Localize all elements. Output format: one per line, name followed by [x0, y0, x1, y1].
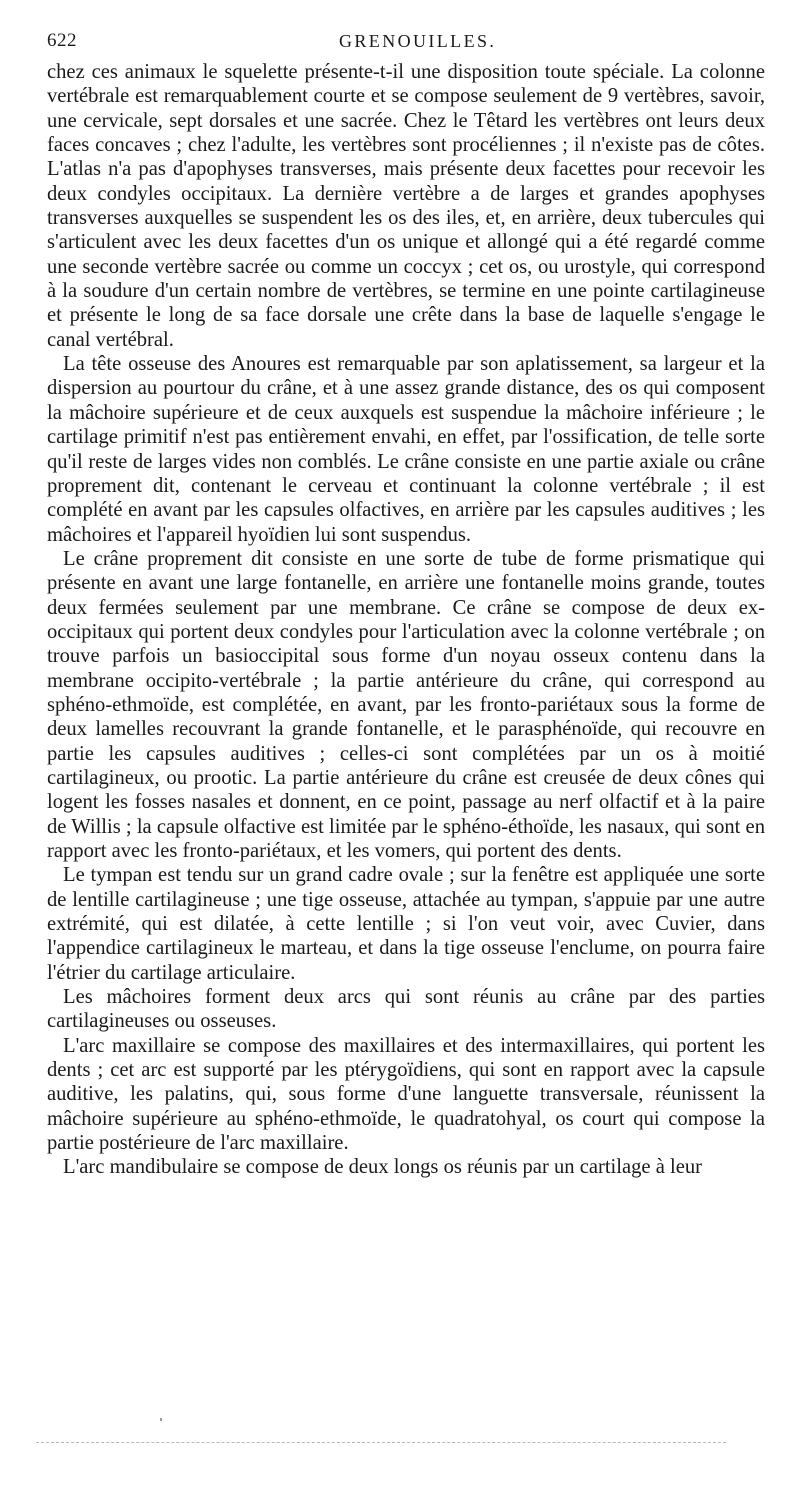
paragraph-jaws: Les mâchoires forment deux arcs qui sont réunis au crâne par des parties cartilagineuses ou osseuses. — [47, 986, 765, 1033]
book-page — [47, 24, 765, 1180]
running-title: GRENOUILLES. — [339, 31, 497, 51]
paragraph-vertebral-column: chez ces animaux le squelette présente-t-il une disposition toute spéciale. La colonne vertébrale est remarquablement courte et se compose seulement de 9 vertèbres, savoir, une cervicale, sept dorsales et une sacrée. Chez le Têtard les vertèbres ont leurs deux faces concaves ; chez l'adulte, les vertèbres sont procéliennes ; il n'existe pas de côtes. L'atlas n'a pas d'apophyses transverses, mais présente deux facettes pour recevoir les deux condyles occipitaux. La dernière vertèbre a de larges et grandes apophyses transverses auxquelles se suspendent les os des iles, et, en arrière, deux tubercules qui s'articulent avec les deux facettes d'un os unique et allongé qui a été regardé comme une seconde vertèbre sacrée ou comme un coccyx ; cet os, ou urostyle, qui correspond à la soudure d'un certain nombre de vertèbres, se termine en une pointe cartilagineuse et présente le long de sa face dorsale une crête dans la base de laquelle s'engage le canal vertébral. — [47, 61, 765, 351]
page-number: 622 — [47, 30, 77, 51]
paragraph-bony-head: La tête osseuse des Anoures est remarquable par son aplatissement, sa largeur et la dispersion au pourtour du crâne, et à une assez grande distance, des os qui composent la mâchoire supérieure et de ceux auxquels est suspendue la mâchoire inférieure ; le cartilage primitif n'est pas entièrement envahi, en effet, par l'ossification, de telle sorte qu'il reste de larges vides non comblés. Le crâne consiste en une partie axiale ou crâne proprement dit, contenant le cerveau et continuant la colonne vertébrale ; il est complété en avant par les capsules olfactives, en arrière par les capsules auditives ; les mâchoires et l'appareil hyoïdien lui sont suspendus. — [47, 353, 765, 546]
paragraph-tympanum: Le tympan est tendu sur un grand cadre ovale ; sur la fenêtre est appliquée une sorte de lentille cartilagineuse ; une tige osseuse, attachée au tympan, s'appuie par une autre extrémité, qui est dilatée, à cette lentille ; si l'on veut voir, avec Cuvier, dans l'appendice cartilagineux le marteau, et dans la tige osseuse l'enclume, on pourra faire l'étrier du cartilage articulaire. — [47, 864, 765, 984]
body-text — [47, 60, 765, 1180]
bottom-rule — [36, 1442, 726, 1443]
print-speck — [160, 1418, 162, 1421]
paragraph-maxillary-arch: L'arc maxillaire se compose des maxillaires et des intermaxillaires, qui portent les dents ; cet arc est supporté par les ptérygoïdiens, qui sont en rapport avec la capsule auditive, les palatins, qui, sous forme d'une languette transversale, réunissent la mâchoire supérieure au sphéno-ethmoïde, le quadratohyal, os court qui compose la partie postérieure de l'arc maxillaire. — [47, 1034, 765, 1155]
page-header — [47, 24, 765, 60]
paragraph-mandibular-arch: L'arc mandibulaire se compose de deux longs os réunis par un cartilage à leur — [63, 1156, 703, 1179]
paragraph-skull-proper: Le crâne proprement dit consiste en une sorte de tube de forme prismatique qui présente en avant une large fontanelle, en arrière une fontanelle moins grande, toutes deux fermées seulement par une membrane. Ce crâne se compose de deux ex-occipitaux qui portent deux condyles pour l'articulation avec la colonne vertébrale ; on trouve parfois un basioccipital sous forme d'un noyau osseux contenu dans la membrane occipito-vertébrale ; la partie antérieure du crâne, qui correspond au sphéno-ethmoïde, est complétée, en avant, par les fronto-pariétaux sous la forme de deux lamelles recouvrant la grande fontanelle, et le parasphénoïde, qui recouvre en partie les capsules auditives ; celles-ci sont complétées par un os à moitié cartilagineux, ou prootic. La partie antérieure du crâne est creusée de deux cônes qui logent les fosses nasales et donnent, en ce point, passage au nerf olfactif et à la paire de Willis ; la capsule olfactive est limitée par le sphéno-éthoïde, les nasaux, qui sont en rapport avec les fronto-pariétaux, et les vomers, qui portent des dents. — [47, 547, 765, 862]
